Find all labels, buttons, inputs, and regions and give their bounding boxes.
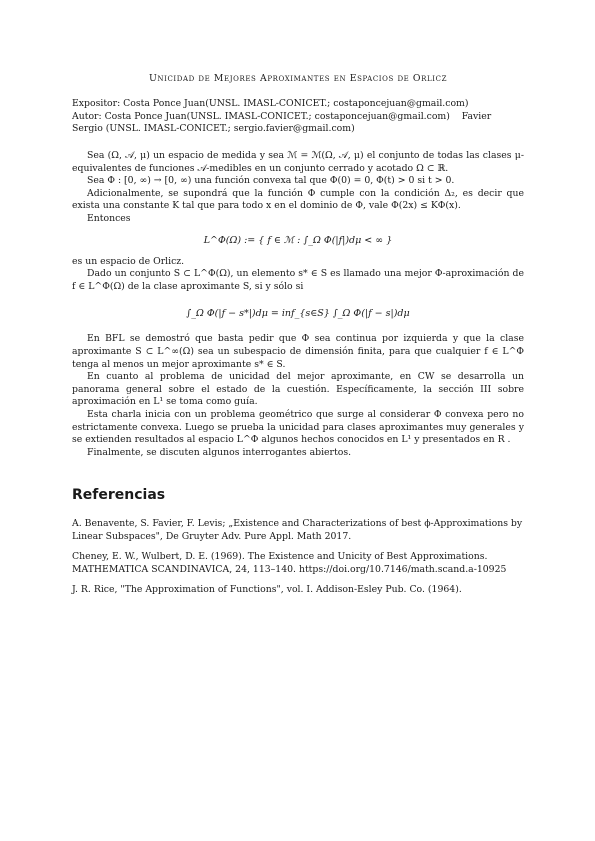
paragraph-10: Finalmente, se discuten algunos interrogantes abiertos. [87,446,352,458]
paragraph-8: En cuanto al problema de unicidad del mejor aproximante, en CW se desarrolla un panorama general sobre el estado de la cuestión. Específicamente, la sección III sobre aproximación en L¹ se toma como guía. [72,371,524,408]
speakers-block [72,98,524,136]
autor-line-1: Autor: Costa Ponce Juan(UNSL. IMASL-CONICET.; costaponcejuan@gmail.com) Favier [72,110,492,122]
paragraph-1: Sea (Ω, 𝒜, μ) un espacio de medida y sea ℳ = ℳ(Ω, 𝒜, μ) el conjunto de todas las clases μ-equivalentes de funciones 𝒜-medibles en un conjunto cerrado y acotado Ω ⊂ ℝ. [72,150,524,174]
references-heading: Referencias [72,487,166,503]
paragraph-5: es un espacio de Orlicz. [72,255,185,267]
reference-item: A. Benavente, S. Favier, F. Levis; „Existence and Characterizations of best ϕ-Approximations by Linear Subspaces", De Gruyter Adv. Pure Appl. Math 2017. [72,518,523,542]
paragraph-2: Sea Φ : [0, ∞) → [0, ∞) una función convexa tal que Φ(0) = 0, Φ(t) > 0 si t > 0. [87,175,455,187]
autor-line-2: Sergio (UNSL. IMASL-CONICET.; sergio.favier@gmail.com) [72,123,355,135]
reference-item: Cheney, E. W., Wulbert, D. E. (1969). The Existence and Unicity of Best Approximations. MATHEMATICA SCANDINAVICA, 24, 113–140. https://doi.org/10.7146/math.scand.a-10925 [72,551,507,575]
paper-title: Unicidad de Mejores Aproximantes en Espacios de Orlicz [148,73,448,84]
reference-item: J. R. Rice, "The Approximation of Functions", vol. I. Addison-Esley Pub. Co. (1964). [72,584,462,596]
paragraph-3: Adicionalmente, se supondrá que la función Φ cumple con la condición Δ₂, es decir que exista una constante K tal que para todo x en el dominio de Φ, vale Φ(2x) ≤ KΦ(x). [72,187,524,212]
equation-best-approximation: ∫_Ω Φ(|f − s*|)dμ = inf_{s∈S} ∫_Ω Φ(|f − s|)dμ [186,308,410,320]
paragraph-7: En BFL se demostró que basta pedir que Φ sea continua por izquierda y que la clase aproximante S ⊂ L^∞(Ω) sea un subespacio de dimensión finita, para que cualquier f ∈ L^Φ tenga al menos un mejor aproximante s* ∈ S. [72,333,524,370]
paragraph-6: Dado un conjunto S ⊂ L^Φ(Ω), un elemento s* ∈ S es llamado una mejor Φ-aproximación de f ∈ L^Φ(Ω) de la clase aproximante S, si y sólo si [72,268,524,292]
paragraph-9: Esta charla inicia con un problema geométrico que surge al considerar Φ convexa pero no estrictamente convexa. Luego se prueba la unicidad para clases aproximantes muy generales y se extienden resultados al espacio L^Φ algunos hechos conocidos en L¹ y presentados en R . [72,408,524,446]
abstract-body [72,150,524,459]
equation-orlicz-space: L^Φ(Ω) := { f ∈ ℳ : ∫_Ω Φ(|f|)dμ < ∞ } [203,234,393,246]
paragraph-4: Entonces [87,212,131,224]
references-list [72,518,524,605]
expositor-line: Expositor: Costa Ponce Juan(UNSL. IMASL-CONICET.; costaponcejuan@gmail.com) [72,98,469,109]
